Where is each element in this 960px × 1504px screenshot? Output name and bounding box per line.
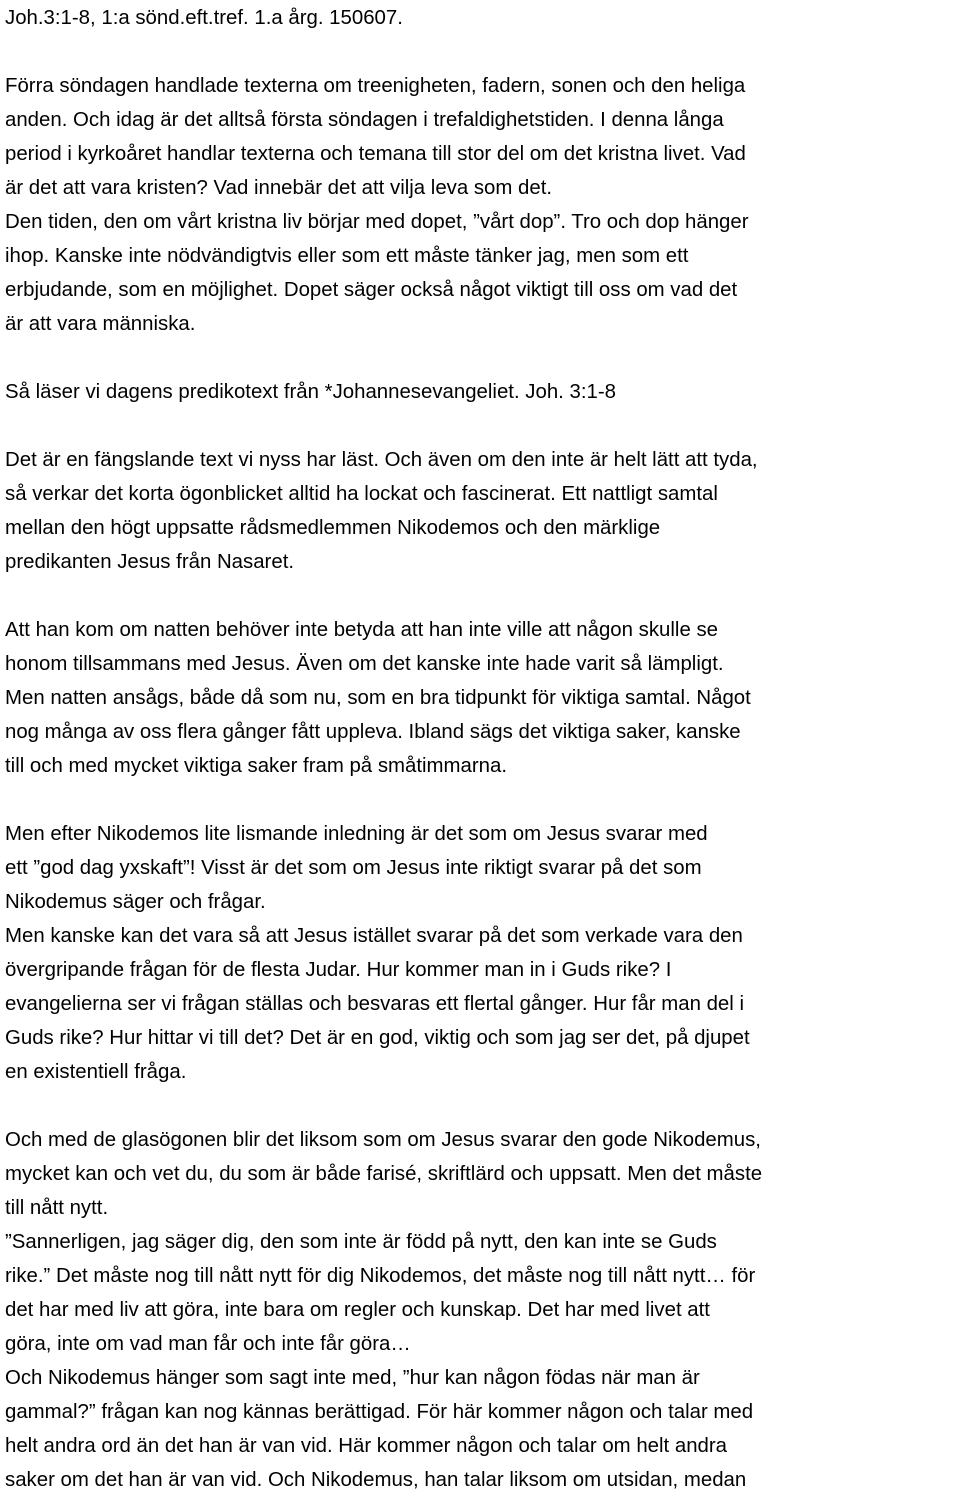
document-title: Joh.3:1-8, 1:a sönd.eft.tref. 1.a årg. 150607. <box>5 7 403 29</box>
text-line: period i kyrkoåret handlar texterna och temana till stor del om det kristna livet. Vad <box>5 143 746 165</box>
text-line: göra, inte om vad man får och inte får göra… <box>5 1333 411 1355</box>
text-line: helt andra ord än det han är van vid. Här kommer någon och talar om helt andra <box>5 1435 728 1457</box>
text-line: det har med liv att göra, inte bara om regler och kunskap. Det har med livet att <box>5 1299 710 1321</box>
text-line: Det är en fängslande text vi nyss har läst. Och även om den inte är helt lätt att tyda, <box>5 449 758 471</box>
text-line: är att vara människa. <box>5 313 196 335</box>
text-line: Så läser vi dagens predikotext från *Johannesevangeliet. Joh. 3:1-8 <box>5 381 616 403</box>
spacer <box>5 1089 955 1123</box>
spacer <box>5 783 955 817</box>
text-line: evangelierna ser vi frågan ställas och besvaras ett flertal gånger. Hur får man del i <box>5 993 744 1015</box>
text-line: Men natten ansågs, både då som nu, som en bra tidpunkt för viktiga samtal. Något <box>5 687 751 709</box>
text-line: till nått nytt. <box>5 1197 109 1219</box>
text-line: Men efter Nikodemos lite lismande inledning är det som om Jesus svarar med <box>5 823 708 845</box>
paragraph <box>5 817 955 1089</box>
text-line: mycket kan och vet du, du som är både farisé, skriftlärd och uppsatt. Men det måste <box>5 1163 763 1185</box>
text-line: rike.” Det måste nog till nått nytt för dig Nikodemos, det måste nog till nått nytt… för <box>5 1265 756 1287</box>
text-line: nog många av oss flera gånger fått uppleva. Ibland sägs det viktiga saker, kanske <box>5 721 741 743</box>
text-line: Förra söndagen handlade texterna om treenigheten, fadern, sonen och den heliga <box>5 75 746 97</box>
text-line: är det att vara kristen? Vad innebär det att vilja leva som det. <box>5 177 553 199</box>
spacer <box>5 579 955 613</box>
spacer <box>5 35 955 69</box>
text-line: Men kanske kan det vara så att Jesus istället svarar på det som verkade vara den <box>5 925 743 947</box>
text-line: honom tillsammans med Jesus. Även om det kanske inte hade varit så lämpligt. <box>5 653 724 675</box>
document-page <box>5 0 955 1497</box>
paragraph <box>5 69 955 341</box>
text-line: anden. Och idag är det alltså första söndagen i trefaldighetstiden. I denna långa <box>5 109 724 131</box>
text-line: Guds rike? Hur hittar vi till det? Det är en god, viktig och som jag ser det, på djupet <box>5 1027 750 1049</box>
text-line: Nikodemus säger och frågar. <box>5 891 266 913</box>
text-line: Och Nikodemus hänger som sagt inte med, ”hur kan någon födas när man är <box>5 1367 700 1389</box>
paragraph <box>5 375 955 409</box>
text-line: Den tiden, den om vårt kristna liv börjar med dopet, ”vårt dop”. Tro och dop hänger <box>5 211 749 233</box>
text-line: ett ”god dag yxskaft”! Visst är det som om Jesus inte riktigt svarar på det som <box>5 857 702 879</box>
text-line: ”Sannerligen, jag säger dig, den som inte är född på nytt, den kan inte se Guds <box>5 1231 717 1253</box>
text-line: saker om det han är van vid. Och Nikodemus, han talar liksom om utsidan, medan <box>5 1469 747 1491</box>
spacer <box>5 341 955 375</box>
text-line: erbjudande, som en möjlighet. Dopet säger också något viktigt till oss om vad det <box>5 279 738 301</box>
paragraph <box>5 1123 955 1497</box>
text-line: mellan den högt uppsatte rådsmedlemmen Nikodemos och den märklige <box>5 517 661 539</box>
spacer <box>5 409 955 443</box>
text-line: övergripande frågan för de flesta Judar. Hur kommer man in i Guds rike? I <box>5 959 672 981</box>
paragraph <box>5 443 955 579</box>
text-line: ihop. Kanske inte nödvändigtvis eller som ett måste tänker jag, men som ett <box>5 245 689 267</box>
text-line: till och med mycket viktiga saker fram på småtimmarna. <box>5 755 507 777</box>
text-line: så verkar det korta ögonblicket alltid ha lockat och fascinerat. Ett nattligt samtal <box>5 483 718 505</box>
text-line: Att han kom om natten behöver inte betyda att han inte ville att någon skulle se <box>5 619 718 641</box>
text-line: predikanten Jesus från Nasaret. <box>5 551 295 573</box>
text-line: Och med de glasögonen blir det liksom som om Jesus svarar den gode Nikodemus, <box>5 1129 761 1151</box>
text-line: gammal?” frågan kan nog kännas berättigad. För här kommer någon och talar med <box>5 1401 754 1423</box>
text-line: en existentiell fråga. <box>5 1061 187 1083</box>
paragraph <box>5 613 955 783</box>
